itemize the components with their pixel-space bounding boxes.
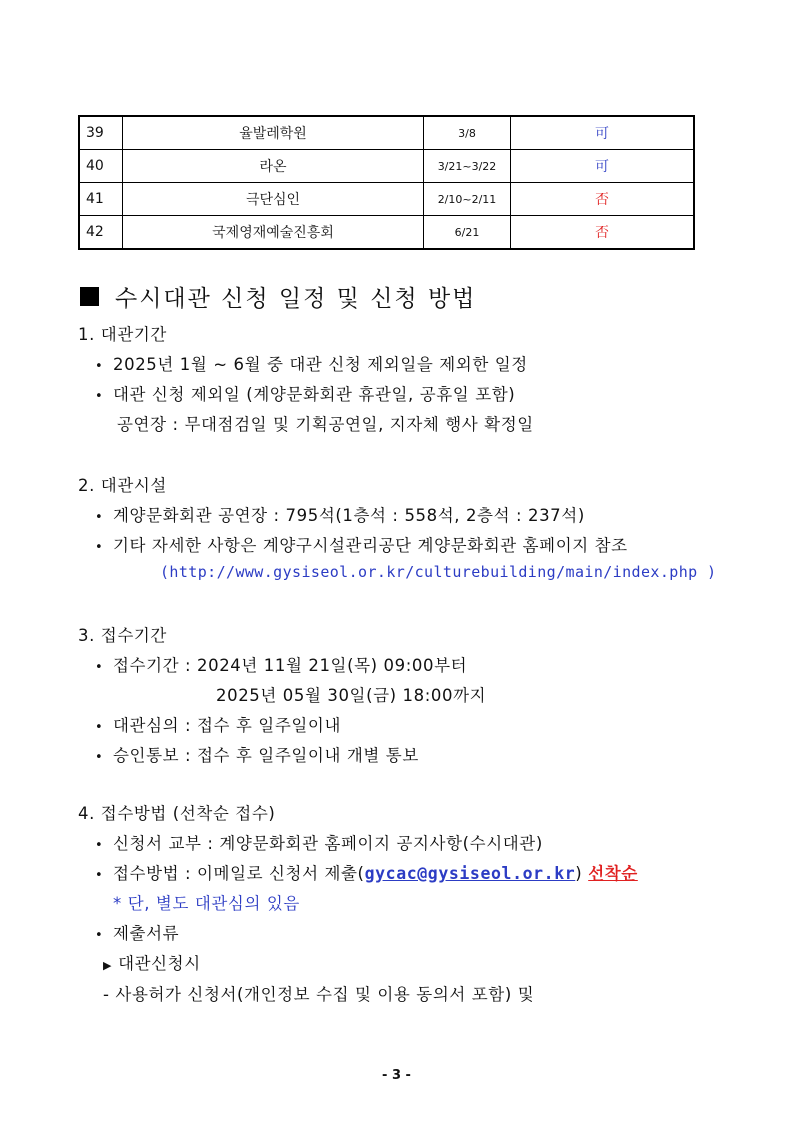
bullet-item	[95, 830, 543, 854]
dash-item: - 사용허가 신청서(개인정보 수집 및 이용 동의서 포함) 및	[103, 985, 535, 1004]
bullet-icon: •	[95, 928, 104, 943]
bullet-icon: •	[95, 750, 104, 765]
row-number: 39	[79, 116, 123, 150]
bullet-icon: •	[95, 359, 104, 374]
bullet-text: 접수방법 : 이메일로 신청서 제출(	[113, 864, 365, 883]
bullet-item	[95, 351, 528, 375]
bullet-icon: •	[95, 389, 104, 404]
bullet-item	[95, 652, 467, 676]
continuation-text: 공연장 : 무대점검일 및 기획공연일, 지자체 행사 확정일	[117, 415, 534, 434]
bullet-text: 신청서 교부 : 계양문화회관 홈페이지 공지사항(수시대관)	[113, 834, 543, 853]
availability-status: 否	[511, 216, 695, 250]
heading-text: 수시대관 신청 일정 및 신청 방법	[115, 286, 477, 312]
applicant-name: 율발레학원	[123, 116, 424, 150]
email-link[interactable]: gycac@gysiseol.or.kr	[364, 864, 576, 883]
rental-date: 2/10~2/11	[424, 183, 511, 216]
section-1-title: 1. 대관기간	[78, 325, 167, 344]
bullet-icon: •	[95, 838, 104, 853]
triangle-right-icon: ▶	[103, 959, 113, 972]
sub-item	[103, 950, 201, 974]
bullet-item	[95, 532, 628, 556]
bullet-text: 대관심의 : 접수 후 일주일이내	[113, 716, 342, 735]
applicant-name: 극단심인	[123, 183, 424, 216]
bullet-icon: •	[95, 540, 104, 555]
row-number: 40	[79, 150, 123, 183]
availability-status: 否	[511, 183, 695, 216]
row-number: 42	[79, 216, 123, 250]
homepage-url-link[interactable]: (http://www.gysiseol.or.kr/culturebuilding/main/index.php )	[160, 563, 717, 581]
black-square-icon	[80, 287, 99, 306]
bullet-text: 제출서류	[113, 924, 180, 943]
sub-item-text: 대관신청시	[118, 954, 201, 973]
section-3-title: 3. 접수기간	[78, 626, 167, 645]
bullet-text: 2025년 1월 ~ 6월 중 대관 신청 제외일을 제외한 일정	[113, 355, 528, 374]
bullet-icon: •	[95, 868, 104, 883]
bullet-icon: •	[95, 720, 104, 735]
bullet-text: 승인통보 : 접수 후 일주일이내 개별 통보	[113, 746, 419, 765]
table-row	[79, 183, 694, 216]
rental-date: 3/21~3/22	[424, 150, 511, 183]
applicant-name: 라온	[123, 150, 424, 183]
first-come-tag: 선착순	[588, 864, 638, 883]
section-2-title: 2. 대관시설	[78, 476, 167, 495]
page-number: - 3 -	[382, 1068, 411, 1083]
bullet-icon: •	[95, 510, 104, 525]
bullet-item	[95, 712, 341, 736]
table-row	[79, 216, 694, 250]
section-4-title: 4. 접수방법 (선착순 접수)	[78, 804, 276, 823]
row-number: 41	[79, 183, 123, 216]
rental-date: 3/8	[424, 116, 511, 150]
bullet-text: 대관 신청 제외일 (계양문화회관 휴관일, 공휴일 포함)	[113, 385, 516, 404]
bullet-text: 기타 자세한 사항은 계양구시설관리공단 계양문화회관 홈페이지 참조	[113, 536, 628, 555]
bullet-item	[95, 742, 419, 766]
bullet-item	[95, 381, 515, 405]
bullet-text: 접수기간 : 2024년 11월 21일(목) 09:00부터	[113, 656, 468, 675]
table-row	[79, 150, 694, 183]
note-text: * 단, 별도 대관심의 있음	[113, 894, 300, 913]
table-row	[79, 116, 694, 150]
bullet-icon: •	[95, 660, 104, 675]
bullet-text: 계양문화회관 공연장 : 795석(1층석 : 558석, 2층석 : 237석)	[113, 506, 585, 525]
bullet-item	[95, 920, 179, 944]
availability-status: 可	[511, 150, 695, 183]
bullet-item	[95, 860, 638, 884]
rental-date: 6/21	[424, 216, 511, 250]
applicant-name: 국제영재예술진흥회	[123, 216, 424, 250]
bullet-item	[95, 502, 585, 526]
availability-status: 可	[511, 116, 695, 150]
bullet-text-suffix: )	[575, 864, 583, 883]
continuation-text: 2025년 05월 30일(금) 18:00까지	[216, 686, 487, 705]
venue-schedule-table	[78, 115, 695, 250]
section-heading	[80, 280, 476, 313]
